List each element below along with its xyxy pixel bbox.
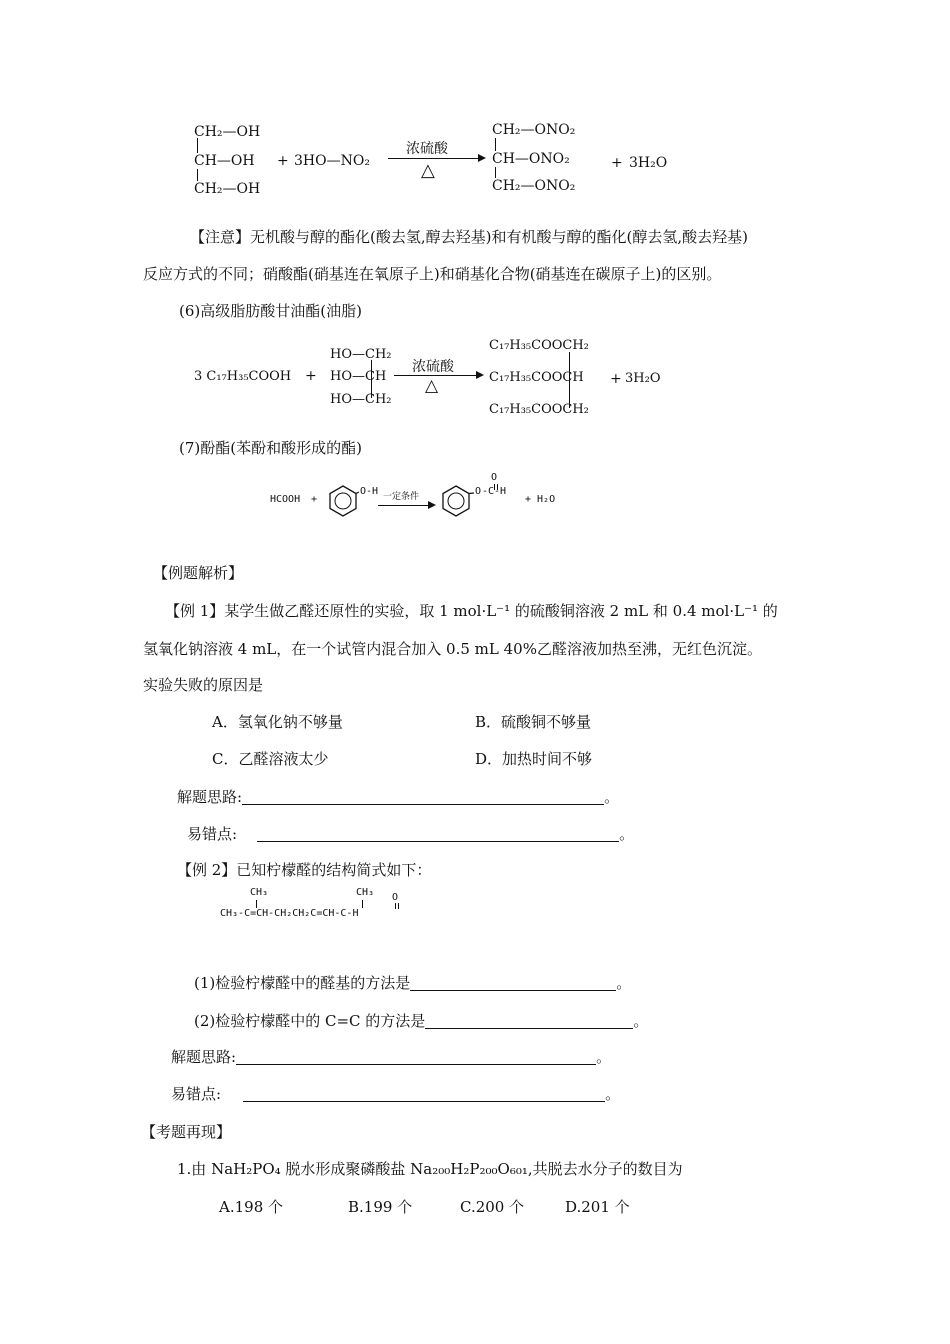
methyl-group: CH₃	[250, 887, 269, 898]
answer-blank[interactable]	[425, 1014, 633, 1029]
product-water: + H₂O	[525, 494, 556, 505]
example-2-question-2: (2)检验柠檬醛中的 C=C 的方法是 。	[194, 1012, 649, 1030]
example-2-mistake: 易错点: 。	[171, 1085, 621, 1103]
product-water: 3H₂O	[625, 371, 661, 386]
double-bond	[497, 484, 498, 490]
thinking-label: 解题思路:	[177, 788, 243, 806]
methyl-group: CH₃	[356, 887, 375, 898]
example-1-thinking	[177, 786, 619, 807]
question-1-option-b: B.199 个	[348, 1198, 413, 1216]
question-1-stem: 1.由 NaH₂PO₄ 脱水形成聚磷酸盐 Na₂₀₀H₂P₂₀₀O₆₀₁,共脱去水分子的数目为	[177, 1160, 683, 1178]
section-6-title: (6)高级脂肪酸甘油酯(油脂)	[179, 302, 362, 320]
product-line: CH—ONO₂	[492, 151, 570, 167]
option-d: D．加热时间不够	[475, 750, 593, 768]
section-7-title: (7)酚酯(苯酚和酸形成的酯)	[179, 439, 362, 457]
heat-symbol: △	[425, 376, 439, 396]
question-1-option-c: C.200 个	[460, 1198, 525, 1216]
plus-sign: +	[277, 153, 289, 169]
thinking-label: 解题思路:	[171, 1048, 237, 1066]
glycerol-line: HO—CH₂	[330, 347, 392, 362]
double-bond	[395, 903, 396, 909]
reaction-arrow	[378, 505, 434, 506]
glycerol-line: HO—CH	[330, 369, 387, 384]
example-1-line-1: 【例 1】某学生做乙醛还原性的实验，取 1 mol·L⁻¹ 的硫酸铜溶液 2 mL 和 0.4 mol·L⁻¹ 的	[165, 602, 778, 620]
double-bond	[398, 903, 399, 909]
reactant-nitric-acid: 3HO—NO₂	[294, 153, 370, 169]
example-2-question-1: (1)检验柠檬醛中的醛基的方法是 。	[194, 974, 632, 992]
product-line: CH₂—ONO₂	[492, 122, 576, 138]
note-line-1: 【注意】无机酸与醇的酯化(酸去氢,醇去羟基)和有机酸与醇的酯化(醇去氢,酸去羟基)	[190, 228, 748, 246]
mistake-label: 易错点:	[171, 1085, 222, 1103]
heat-symbol: △	[421, 160, 435, 181]
example-1-mistake	[187, 823, 634, 844]
review-header: 【考题再现】	[141, 1123, 232, 1141]
reactant-line: CH—OH	[194, 153, 255, 169]
phenol-hydroxyl: O-H	[360, 486, 379, 497]
reaction-arrow	[388, 158, 484, 159]
examples-header: 【例题解析】	[153, 564, 244, 582]
condition-label: 一定条件	[383, 492, 420, 502]
reactant-formic-acid: HCOOH	[270, 494, 301, 505]
benzene-ring-icon	[440, 484, 474, 518]
period: 。	[604, 788, 620, 806]
note-line-2: 反应方式的不同；硝酸酯(硝基连在氧原子上)和硝基化合物(硝基连在碳原子上)的区别。	[143, 265, 722, 283]
plus-sign: +	[305, 368, 317, 384]
answer-blank[interactable]	[236, 1050, 596, 1065]
reactant-line: CH₂—OH	[194, 181, 261, 197]
question-1-option-d: D.201 个	[565, 1198, 630, 1216]
aldehyde-oxygen: O	[392, 892, 399, 903]
product-line: C₁₇H₃₅COOCH₂	[489, 338, 589, 353]
bond-line	[256, 900, 257, 908]
answer-blank[interactable]	[242, 790, 604, 805]
catalyst-label: 浓硫酸	[406, 141, 448, 157]
carbonyl-oxygen: O	[491, 472, 498, 483]
option-a: A．氢氧化钠不够量	[212, 713, 343, 731]
product-line: C₁₇H₃₅COOCH	[489, 370, 584, 385]
plus-sign: +	[610, 371, 622, 387]
catalyst-label: 浓硫酸	[412, 359, 454, 375]
bond-line	[362, 900, 363, 908]
plus-sign: +	[311, 494, 318, 505]
reactant-fatty-acid: 3 C₁₇H₃₅COOH	[194, 369, 292, 384]
benzene-ring-icon	[327, 484, 359, 518]
example-2-thinking: 解题思路: 。	[171, 1048, 612, 1066]
mistake-label: 易错点:	[187, 825, 238, 843]
product-line: CH₂—ONO₂	[492, 178, 576, 194]
product-line: C₁₇H₃₅COOCH₂	[489, 402, 589, 417]
question-1-option-a: A.198 个	[219, 1198, 283, 1216]
double-bond	[494, 484, 495, 490]
example-1-line-3: 实验失败的原因是	[143, 676, 264, 694]
reactant-line: CH₂—OH	[194, 124, 261, 140]
option-b: B．硫酸铜不够量	[475, 713, 592, 731]
example-2-intro: 【例 2】已知柠檬醛的结构简式如下：	[177, 861, 432, 879]
example-1-line-2: 氢氧化钠溶液 4 mL，在一个试管内混合加入 0.5 mL 40%乙醛溶液加热至沸，无红色沉淀。	[143, 640, 762, 658]
answer-blank[interactable]	[257, 827, 619, 842]
period: 。	[619, 825, 635, 843]
option-c: C．乙醛溶液太少	[212, 750, 329, 768]
glycerol-line: HO—CH₂	[330, 392, 392, 407]
product-water: 3H₂O	[629, 155, 668, 171]
plus-sign: +	[611, 155, 623, 171]
ester-oxygen: O	[475, 486, 482, 497]
citral-formula: CH₃-C=CH-CH₂CH₂C=CH-C-H	[220, 908, 359, 919]
ester-carbonyl: -C-H	[482, 486, 507, 497]
answer-blank[interactable]	[243, 1087, 605, 1102]
answer-blank[interactable]	[410, 976, 616, 991]
